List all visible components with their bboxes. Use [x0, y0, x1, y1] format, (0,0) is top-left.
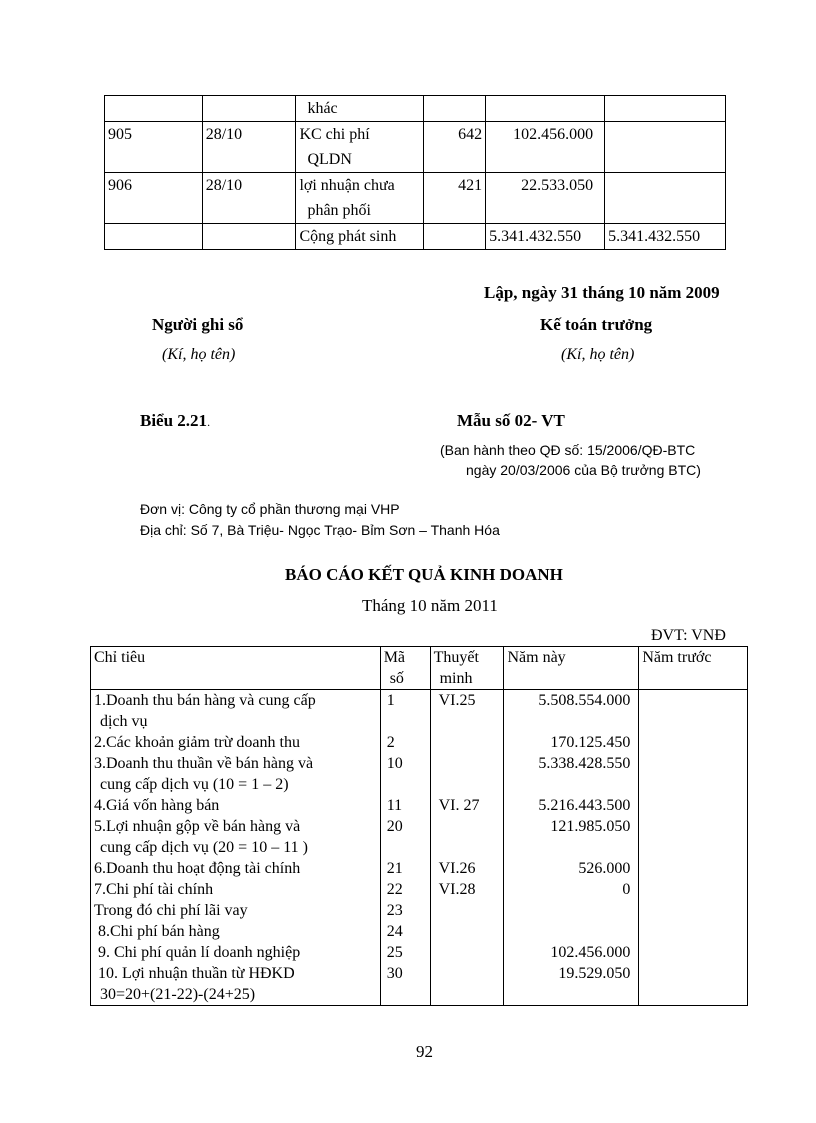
report-code: 21: [380, 858, 430, 879]
report-row: [91, 753, 748, 795]
header-note-line: Thuyết: [433, 649, 479, 666]
ledger-date: 28/10: [202, 122, 296, 173]
ledger-acct: 421: [424, 173, 486, 224]
report-indicator: [91, 942, 381, 963]
report-last-year: [639, 816, 748, 858]
page-number: 92: [416, 1042, 433, 1061]
report-last-year: [639, 921, 748, 942]
company-address: Địa chỉ: Số 7, Bà Triệu- Ngọc Trạo- Bỉm Sơn – Thanh Hóa: [140, 522, 500, 538]
report-indicator-line: 7.Chi phí tài chính: [94, 881, 214, 898]
signature-date: Lập, ngày 31 tháng 10 năm 2009: [484, 283, 720, 302]
report-row: [91, 816, 748, 858]
ledger-acct: [424, 96, 486, 122]
ledger-num: [105, 96, 203, 122]
report-indicator: [91, 816, 381, 858]
report-code: 10: [380, 753, 430, 795]
report-indicator-line: Trong đó chi phí lãi vay: [94, 902, 248, 919]
report-row: [91, 879, 748, 900]
header-code-line: Mã: [383, 649, 406, 666]
ledger-desc: [296, 96, 424, 122]
ledger-credit: [605, 122, 726, 173]
report-last-year: [639, 858, 748, 879]
company-unit: Đơn vị: Công ty cổ phần thương mại VHP: [140, 501, 400, 517]
report-code: 30: [380, 963, 430, 1006]
ledger-desc-line: QLDN: [307, 151, 352, 168]
form-label: [140, 411, 210, 431]
report-this-year: 19.529.050: [504, 963, 639, 1006]
report-code: 25: [380, 942, 430, 963]
header-this-year: Năm này: [504, 647, 639, 690]
signature-left-title: Người ghi sổ: [152, 315, 244, 334]
report-code: 11: [380, 795, 430, 816]
report-indicator-line: dịch vụ: [100, 713, 148, 730]
report-last-year: [639, 690, 748, 733]
report-last-year: [639, 732, 748, 753]
report-indicator-line: 4.Giá vốn hàng bán: [94, 797, 220, 814]
decree-line-2: ngày 20/03/2006 của Bộ trưởng BTC): [466, 462, 701, 478]
report-indicator-line: 10. Lợi nhuận thuần từ HĐKD: [94, 965, 295, 982]
report-title: BÁO CÁO KẾT QUẢ KINH DOANH: [285, 565, 563, 584]
report-body: [91, 690, 748, 1006]
report-indicator-line: 6.Doanh thu hoạt động tài chính: [94, 860, 301, 877]
ledger-date: [202, 96, 296, 122]
report-note: VI.25: [430, 690, 504, 733]
ledger-desc: [296, 122, 424, 173]
report-table: [90, 646, 748, 1006]
ledger-acct: 642: [424, 122, 486, 173]
ledger-num: 906: [105, 173, 203, 224]
report-indicator: [91, 879, 381, 900]
report-indicator-line: 2.Các khoản giảm trừ doanh thu: [94, 734, 300, 751]
ledger-desc-line: khác: [307, 100, 338, 117]
report-this-year: 5.338.428.550: [504, 753, 639, 795]
ledger-credit: 5.341.432.550: [605, 224, 726, 250]
report-code: 23: [380, 900, 430, 921]
report-code: 1: [380, 690, 430, 733]
report-indicator: [91, 900, 381, 921]
ledger-date: [202, 224, 296, 250]
report-note: VI.28: [430, 879, 504, 900]
ledger-debit-value: 22.533.050: [521, 177, 594, 194]
ledger-debit: 5.341.432.550: [486, 224, 605, 250]
report-this-year: [504, 921, 639, 942]
report-indicator-line: 30=20+(21-22)-(24+25): [100, 986, 256, 1003]
report-indicator-line: 3.Doanh thu thuần về bán hàng và: [94, 755, 314, 772]
report-this-year: 526.000: [504, 858, 639, 879]
ledger-debit: [486, 122, 605, 173]
report-indicator: [91, 795, 381, 816]
ledger-desc-line: lợi nhuận chưa: [299, 177, 395, 194]
report-row: [91, 900, 748, 921]
report-indicator: [91, 732, 381, 753]
report-row: [91, 942, 748, 963]
report-currency: ĐVT: VNĐ: [651, 627, 726, 644]
report-last-year: [639, 879, 748, 900]
header-last-year: Năm trước: [639, 647, 748, 690]
report-row: [91, 963, 748, 1006]
report-indicator-line: 1.Doanh thu bán hàng và cung cấp: [94, 692, 316, 709]
report-last-year: [639, 963, 748, 1006]
report-indicator: [91, 921, 381, 942]
report-indicator: [91, 690, 381, 733]
report-period: Tháng 10 năm 2011: [362, 596, 498, 615]
ledger-desc-line: phân phối: [307, 202, 371, 219]
report-note: VI.26: [430, 858, 504, 879]
ledger-desc-line: KC chi phí: [299, 126, 370, 143]
report-indicator-line: cung cấp dịch vụ (10 = 1 – 2): [100, 776, 289, 793]
header-indicator: Chỉ tiêu: [91, 647, 381, 690]
report-note: VI. 27: [430, 795, 504, 816]
signature-left-sub: (Kí, họ tên): [162, 346, 236, 363]
report-note: [430, 816, 504, 858]
header-note: [430, 647, 504, 690]
ledger-row: [105, 122, 726, 173]
ledger-acct: [424, 224, 486, 250]
ledger-num: 905: [105, 122, 203, 173]
ledger-row: [105, 96, 726, 122]
report-indicator: [91, 963, 381, 1006]
ledger-table: [104, 95, 726, 250]
report-row: [91, 921, 748, 942]
report-note: [430, 963, 504, 1006]
report-this-year: 170.125.450: [504, 732, 639, 753]
header-code: [380, 647, 430, 690]
form-label-dot: .: [207, 415, 211, 429]
ledger-debit-value: 102.456.000: [513, 126, 594, 143]
report-this-year: 0: [504, 879, 639, 900]
report-indicator: [91, 858, 381, 879]
report-note: [430, 942, 504, 963]
report-last-year: [639, 795, 748, 816]
ledger-row: [105, 224, 726, 250]
ledger-desc: Cộng phát sinh: [296, 224, 424, 250]
report-last-year: [639, 942, 748, 963]
report-code: 22: [380, 879, 430, 900]
report-this-year: [504, 900, 639, 921]
ledger-row: [105, 173, 726, 224]
ledger-date: 28/10: [202, 173, 296, 224]
report-indicator-line: 5.Lợi nhuận gộp về bán hàng và: [94, 818, 301, 835]
report-code: 24: [380, 921, 430, 942]
report-note: [430, 900, 504, 921]
decree-line-1: (Ban hành theo QĐ số: 15/2006/QĐ-BTC: [440, 442, 696, 458]
report-this-year: 102.456.000: [504, 942, 639, 963]
report-code: 20: [380, 816, 430, 858]
ledger-credit: [605, 173, 726, 224]
report-row: [91, 858, 748, 879]
report-last-year: [639, 900, 748, 921]
report-last-year: [639, 753, 748, 795]
report-row: [91, 795, 748, 816]
ledger-num: [105, 224, 203, 250]
report-header-row: [91, 647, 748, 690]
report-indicator-line: cung cấp dịch vụ (20 = 10 – 11 ): [100, 839, 308, 856]
form-label-text: Biểu 2.21: [140, 411, 208, 430]
ledger-credit: [605, 96, 726, 122]
report-row: [91, 690, 748, 733]
report-code: 2: [380, 732, 430, 753]
report-this-year: 5.216.443.500: [504, 795, 639, 816]
report-row: [91, 732, 748, 753]
report-note: [430, 921, 504, 942]
report-indicator: [91, 753, 381, 795]
report-indicator-line: 9. Chi phí quản lí doanh nghiệp: [94, 944, 301, 961]
report-note: [430, 732, 504, 753]
signature-right-sub: (Kí, họ tên): [561, 346, 635, 363]
signature-right-title: Kế toán trưởng: [540, 315, 653, 334]
header-code-line: số: [389, 670, 404, 687]
report-this-year: 5.508.554.000: [504, 690, 639, 733]
ledger-debit: [486, 173, 605, 224]
report-note: [430, 753, 504, 795]
form-number: Mẫu số 02- VT: [457, 411, 565, 430]
report-this-year: 121.985.050: [504, 816, 639, 858]
ledger-desc: [296, 173, 424, 224]
report-indicator-line: 8.Chi phí bán hàng: [94, 923, 220, 940]
header-note-line: minh: [439, 670, 473, 687]
ledger-debit: [486, 96, 605, 122]
